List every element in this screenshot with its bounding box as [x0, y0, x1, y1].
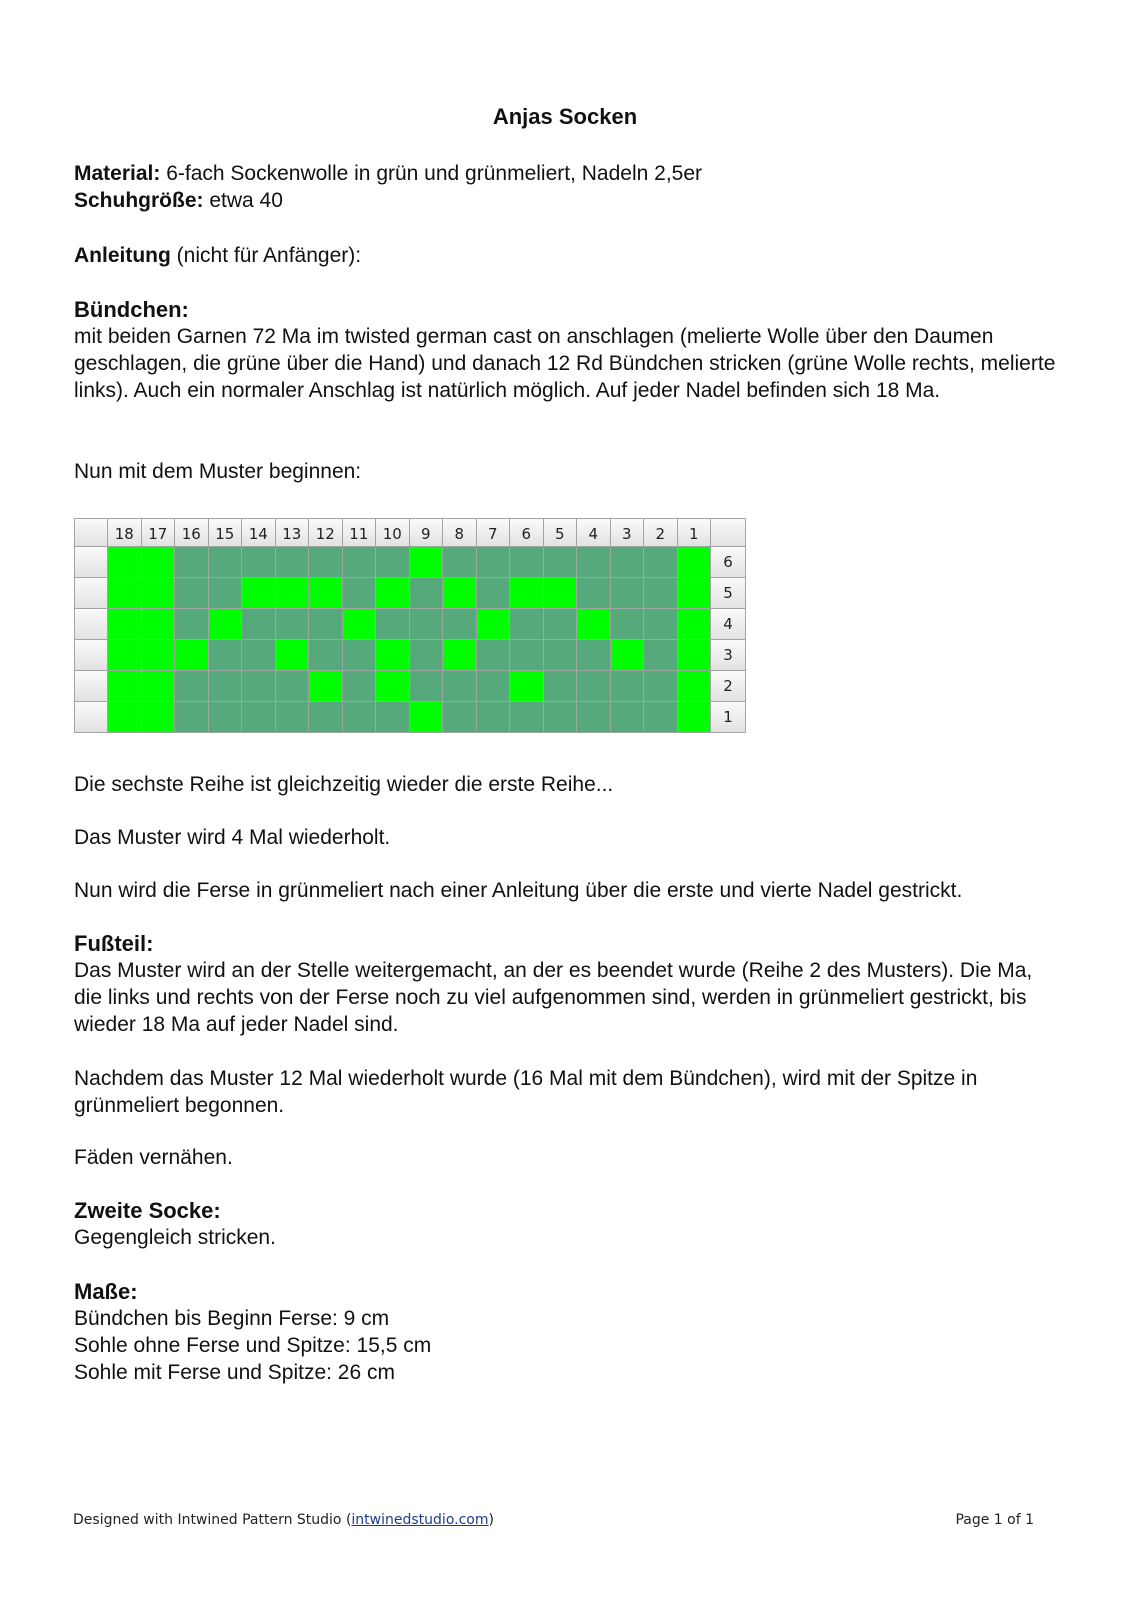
finish-note: Fäden vernähen. [74, 1146, 233, 1169]
row-stub [74, 701, 108, 733]
chart-stitch [308, 577, 343, 609]
chart-stitch [208, 701, 243, 733]
chart-stitch [174, 701, 209, 733]
chart-stitch [241, 701, 276, 733]
chart-stitch [442, 577, 477, 609]
repeat-note: Das Muster wird 4 Mal wiederholt. [74, 826, 391, 849]
chart-stitch [677, 577, 712, 609]
chart-stitch [107, 639, 142, 671]
second-sock-heading: Zweite Socke: [74, 1198, 221, 1223]
measure-line: Sohle mit Ferse und Spitze: 26 cm [74, 1361, 395, 1384]
row-stub [74, 577, 108, 609]
chart-stitch [141, 670, 176, 702]
chart-stitch [342, 701, 377, 733]
material-line [74, 160, 1064, 187]
document-title: Anjas Socken [492, 104, 638, 129]
column-number: 6 [509, 518, 544, 547]
column-number: 2 [643, 518, 678, 547]
chart-stitch [442, 701, 477, 733]
chart-stitch [442, 670, 477, 702]
chart-stitch [509, 670, 544, 702]
column-number: 18 [107, 518, 142, 547]
chart-stitch [543, 577, 578, 609]
chart-stitch [141, 577, 176, 609]
chart-stitch [409, 639, 444, 671]
row-number: 4 [710, 608, 746, 640]
chart-stitch [208, 639, 243, 671]
column-number: 12 [308, 518, 343, 547]
column-number: 17 [141, 518, 176, 547]
chart-stitch [174, 670, 209, 702]
chart-stitch [476, 670, 511, 702]
chart-stitch [509, 701, 544, 733]
chart-stitch [208, 577, 243, 609]
chart-stitch [610, 701, 645, 733]
shoe-size-label: Schuhgröße: [74, 189, 204, 212]
instructions-label: Anleitung [74, 244, 171, 267]
foot-heading: Fußteil: [74, 931, 154, 956]
chart-stitch [275, 701, 310, 733]
foot-section [74, 930, 1064, 1038]
chart-stitch [208, 546, 243, 578]
chart-stitch [677, 546, 712, 578]
chart-stitch [677, 701, 712, 733]
foot-text: Das Muster wird an der Stelle weitergemacht, an der es beendet wurde (Reihe 2 des Musters). Die Ma, die links und rechts von der Ferse noch zu viel aufgenommen sind, werden in grünmeliert gestrickt, bis wieder 18 Ma auf jeder Nadel sind. [74, 959, 1033, 1036]
chart-stitch [543, 608, 578, 640]
chart-stitch [576, 670, 611, 702]
chart-stitch [342, 670, 377, 702]
chart-stitch [107, 670, 142, 702]
chart-stitch [375, 701, 410, 733]
measures-heading: Maße: [74, 1279, 138, 1304]
chart-stitch [643, 670, 678, 702]
pattern-intro: Nun mit dem Muster beginnen: [74, 460, 362, 483]
chart-stitch [241, 639, 276, 671]
row-stub [74, 546, 108, 578]
chart-stitch [543, 670, 578, 702]
chart-stitch [275, 577, 310, 609]
shoe-size-line [74, 187, 1064, 214]
chart-stitch [375, 670, 410, 702]
row-number: 1 [710, 701, 746, 733]
chart-stitch [308, 639, 343, 671]
chart-stitch [476, 701, 511, 733]
chart-stitch [241, 546, 276, 578]
chart-stitch [643, 608, 678, 640]
column-number: 15 [208, 518, 243, 547]
chart-stitch [141, 639, 176, 671]
chart-stitch [476, 546, 511, 578]
row-note: Die sechste Reihe ist gleichzeitig wieder die erste Reihe... [74, 773, 614, 796]
chart-stitch [275, 639, 310, 671]
chart-stitch [476, 639, 511, 671]
material-text: 6-fach Sockenwolle in grün und grünmeliert, Nadeln 2,5er [166, 162, 703, 185]
chart-stitch [241, 670, 276, 702]
column-number: 3 [610, 518, 645, 547]
material-label: Material: [74, 162, 161, 185]
chart-stitch [442, 639, 477, 671]
column-number: 5 [543, 518, 578, 547]
chart-stitch [643, 577, 678, 609]
chart-stitch [174, 577, 209, 609]
chart-stitch [241, 608, 276, 640]
chart-stitch [107, 577, 142, 609]
chart-corner [710, 518, 746, 547]
column-number: 11 [342, 518, 377, 547]
chart-stitch [476, 608, 511, 640]
page-number: Page 1 of 1 [955, 1512, 1034, 1528]
chart-stitch [643, 546, 678, 578]
chart-stitch [208, 670, 243, 702]
chart-stitch [610, 608, 645, 640]
chart-corner [74, 518, 108, 547]
chart-stitch [543, 701, 578, 733]
chart-stitch [308, 670, 343, 702]
chart-stitch [576, 639, 611, 671]
chart-stitch [141, 701, 176, 733]
chart-stitch [409, 701, 444, 733]
chart-stitch [677, 608, 712, 640]
chart-stitch [409, 608, 444, 640]
cuff-heading: Bündchen: [74, 297, 189, 322]
second-sock-section [74, 1197, 1064, 1251]
measure-line: Bündchen bis Beginn Ferse: 9 cm [74, 1307, 390, 1330]
chart-stitch [643, 639, 678, 671]
chart-stitch [610, 577, 645, 609]
row-stub [74, 608, 108, 640]
chart-stitch [476, 577, 511, 609]
chart-stitch [107, 546, 142, 578]
chart-stitch [509, 639, 544, 671]
column-number: 4 [576, 518, 611, 547]
chart-stitch [174, 608, 209, 640]
chart-stitch [543, 639, 578, 671]
chart-stitch [643, 701, 678, 733]
chart-stitch [308, 608, 343, 640]
row-number: 2 [710, 670, 746, 702]
row-stub [74, 670, 108, 702]
chart-stitch [610, 639, 645, 671]
chart-stitch [409, 546, 444, 578]
instructions-line [74, 242, 1064, 269]
chart-stitch [677, 639, 712, 671]
heel-note: Nun wird die Ferse in grünmeliert nach einer Anleitung über die erste und vierte Nadel gestrickt. [74, 879, 963, 902]
chart-stitch [610, 546, 645, 578]
chart-stitch [509, 608, 544, 640]
chart-stitch [409, 670, 444, 702]
chart-stitch [375, 608, 410, 640]
chart-stitch [442, 546, 477, 578]
chart-stitch [610, 670, 645, 702]
chart-stitch [375, 546, 410, 578]
chart-stitch [141, 546, 176, 578]
row-number: 3 [710, 639, 746, 671]
chart-stitch [342, 639, 377, 671]
column-number: 14 [241, 518, 276, 547]
chart-stitch [442, 608, 477, 640]
chart-stitch [174, 546, 209, 578]
chart-stitch [677, 670, 712, 702]
measures-section [74, 1278, 1064, 1386]
chart-stitch [543, 546, 578, 578]
instructions-text: (nicht für Anfänger): [176, 244, 362, 267]
measure-line: Sohle ohne Ferse und Spitze: 15,5 cm [74, 1334, 432, 1357]
chart-stitch [275, 608, 310, 640]
chart-stitch [576, 608, 611, 640]
chart-stitch [509, 546, 544, 578]
chart-stitch [241, 577, 276, 609]
column-number: 10 [375, 518, 410, 547]
chart-stitch [174, 639, 209, 671]
chart-stitch [342, 546, 377, 578]
toe-note: Nachdem das Muster 12 Mal wiederholt wurde (16 Mal mit dem Bündchen), wird mit der Spitze in grünmeliert begonnen. [74, 1067, 978, 1117]
chart-stitch [342, 608, 377, 640]
column-number: 13 [275, 518, 310, 547]
chart-stitch [342, 577, 377, 609]
chart-stitch [375, 639, 410, 671]
chart-stitch [107, 608, 142, 640]
chart-stitch [308, 546, 343, 578]
chart-stitch [208, 608, 243, 640]
second-sock-text: Gegengleich stricken. [74, 1226, 276, 1249]
cuff-text: mit beiden Garnen 72 Ma im twisted german cast on anschlagen (melierte Wolle über den Daumen geschlagen, die grüne über die Hand) und danach 12 Rd Bündchen stricken (grüne Wolle rechts, melierte links). Auch ein normaler Anschlag ist natürlich möglich. Auf jeder Nadel befinden sich 18 Ma. [74, 325, 1056, 402]
column-number: 8 [442, 518, 477, 547]
column-number: 7 [476, 518, 511, 547]
cuff-section [74, 296, 1064, 404]
chart-stitch [409, 577, 444, 609]
chart-stitch [576, 546, 611, 578]
shoe-size-text: etwa 40 [209, 189, 283, 212]
chart-stitch [576, 577, 611, 609]
chart-stitch [375, 577, 410, 609]
chart-stitch [509, 577, 544, 609]
column-number: 1 [677, 518, 712, 547]
footer-suffix: ) [488, 1512, 494, 1528]
chart-stitch [576, 701, 611, 733]
footer-prefix: Designed with Intwined Pattern Studio ( [73, 1512, 352, 1528]
row-number: 6 [710, 546, 746, 578]
chart-stitch [275, 670, 310, 702]
row-stub [74, 639, 108, 671]
column-number: 16 [174, 518, 209, 547]
row-number: 5 [710, 577, 746, 609]
column-number: 9 [409, 518, 444, 547]
chart-stitch [107, 701, 142, 733]
footer-credit [73, 1512, 494, 1528]
chart-stitch [275, 546, 310, 578]
chart-stitch [141, 608, 176, 640]
chart-stitch [308, 701, 343, 733]
footer-link[interactable]: intwinedstudio.com [351, 1512, 489, 1528]
